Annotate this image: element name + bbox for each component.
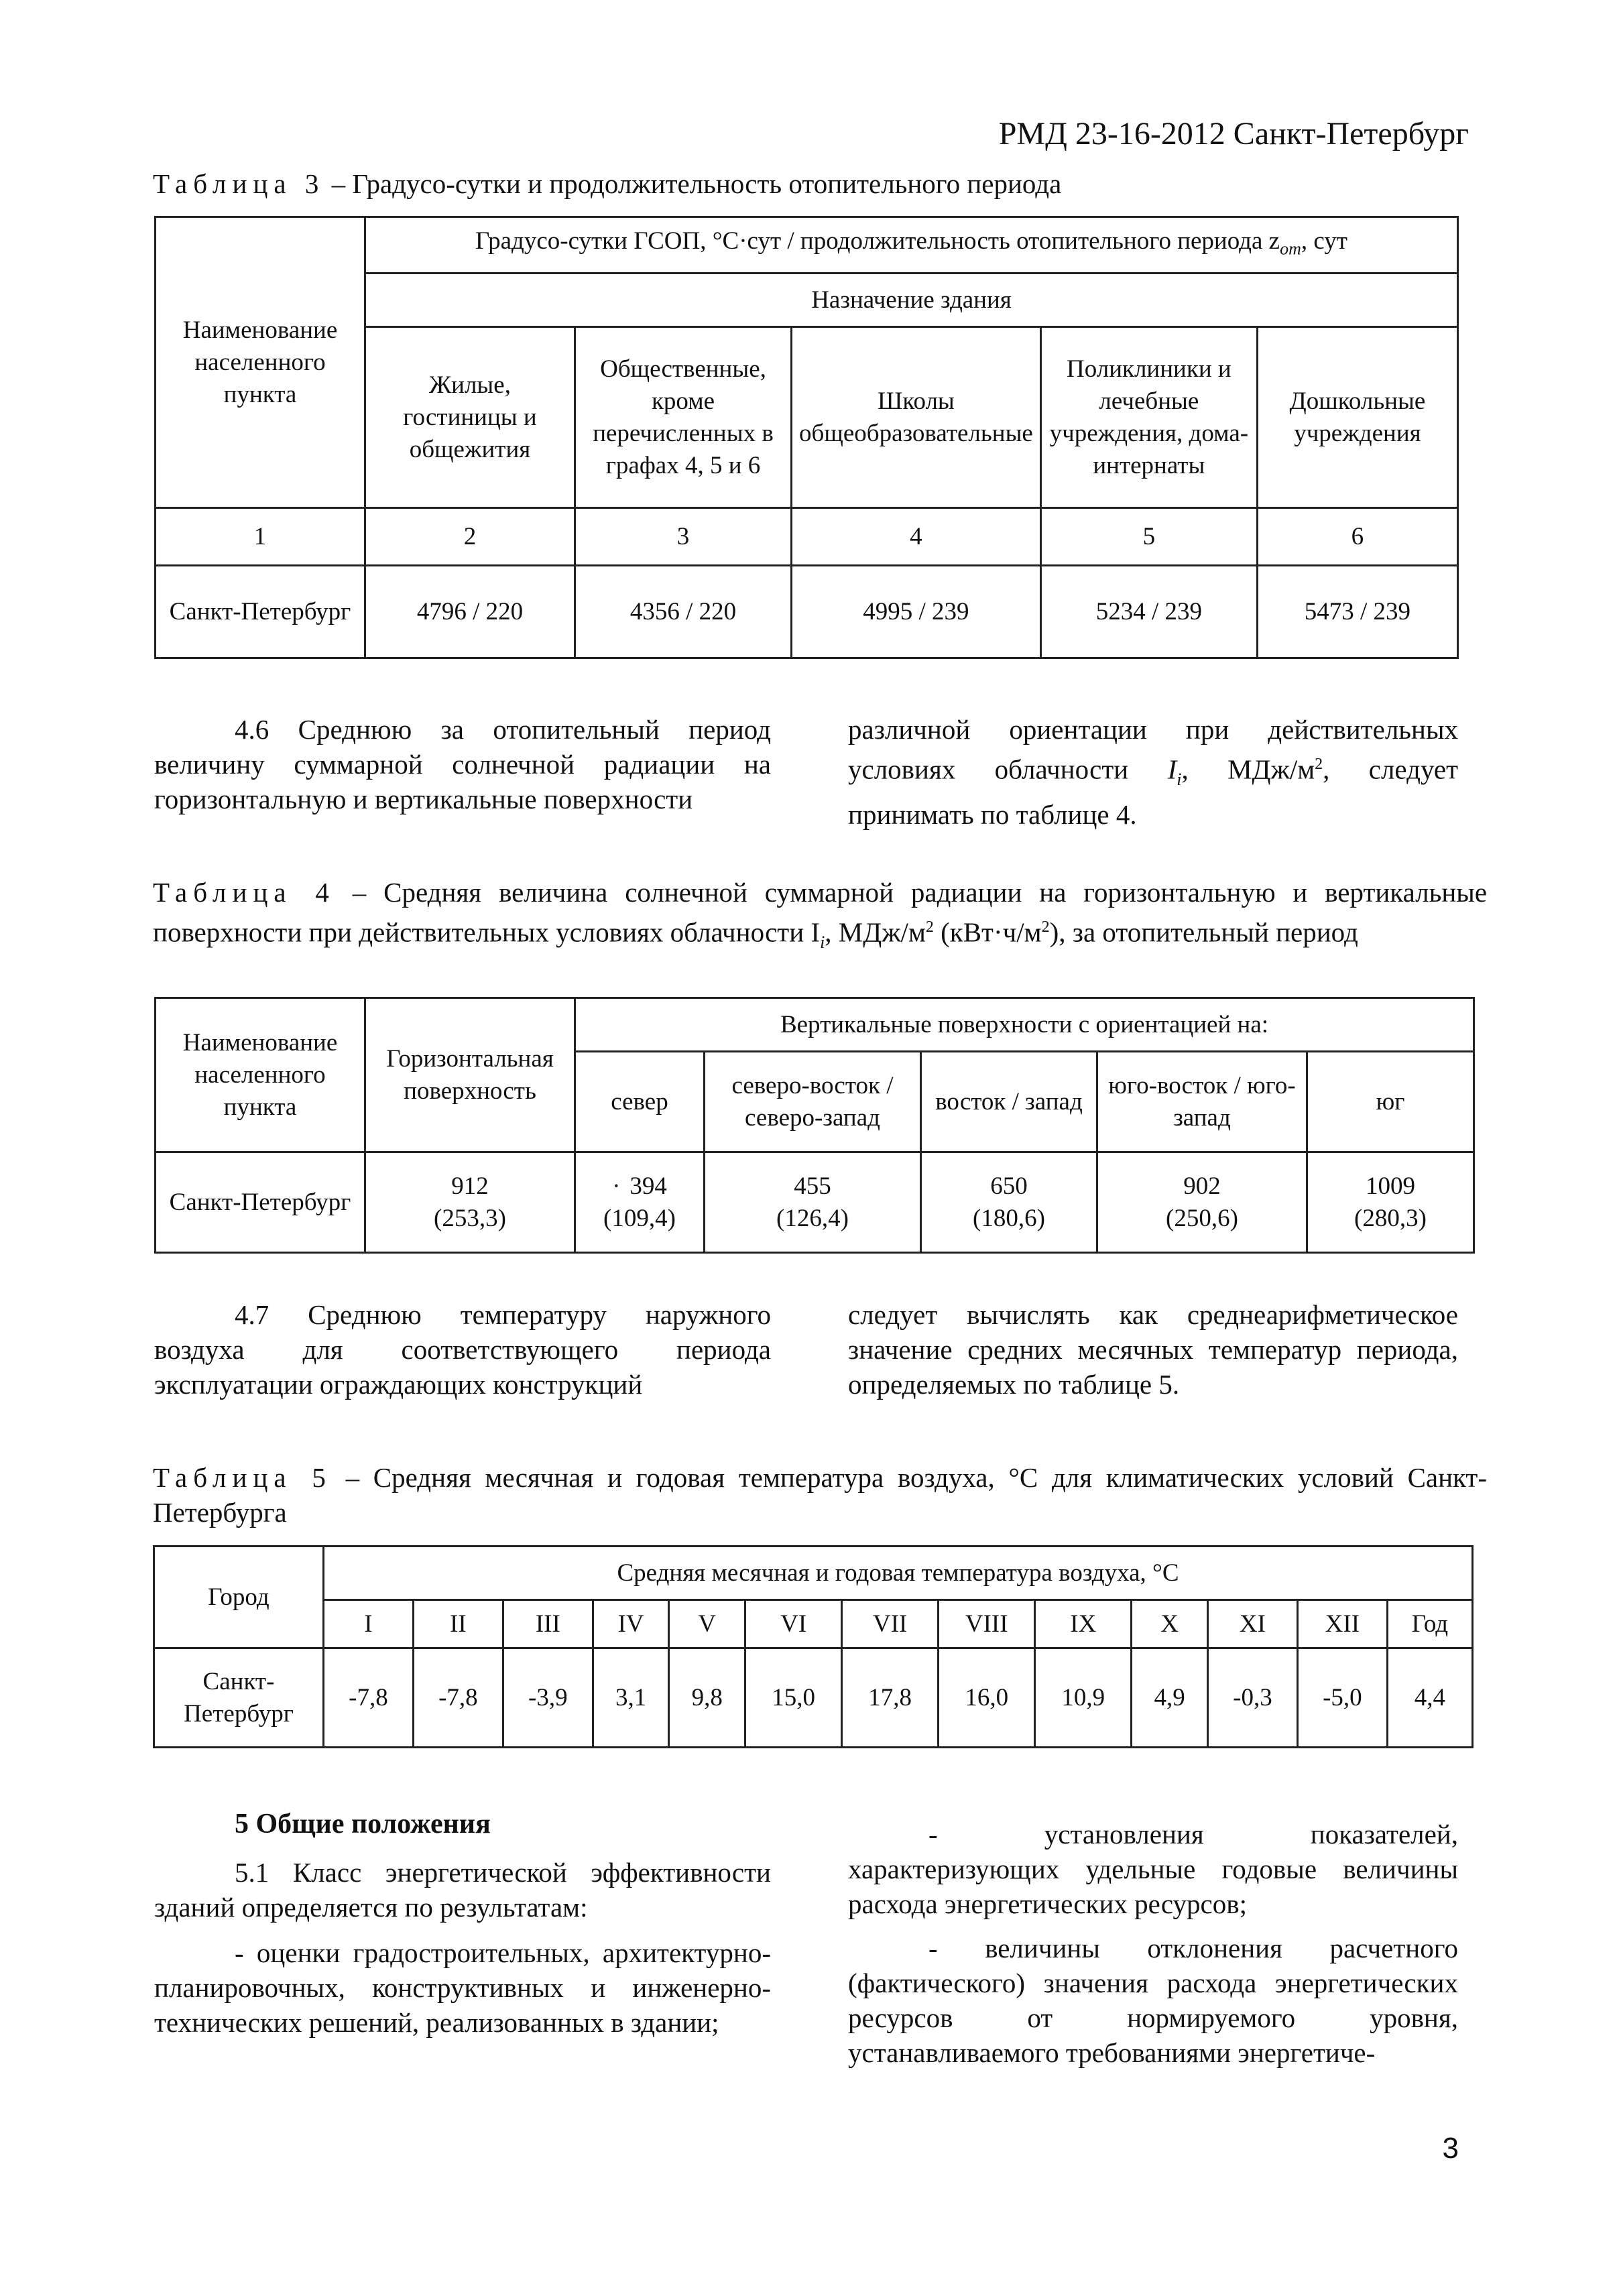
table5-cell: 4,4 bbox=[1387, 1648, 1472, 1748]
table5-month: III bbox=[503, 1600, 593, 1648]
table-row bbox=[154, 1648, 1473, 1748]
table3-group-header: Градусо-сутки ГСОП, °С·сут / продолжительность отопительного периода $z_{om}$, сут bbox=[365, 217, 1458, 274]
table5-cell: 4,9 bbox=[1132, 1648, 1208, 1748]
para-4-7-right: следует вычислять как среднеарифметическое значение средних месячных температур периода, определяемых по таблице 5. bbox=[848, 1299, 1458, 1400]
table3-cell: 4356 / 220 bbox=[575, 566, 792, 658]
para-5-1-item-1: - оценки градостроительных, архитектурно-планировочных, конструктивных и инженерно-технических решений, реализованных в здании; bbox=[154, 1937, 771, 2038]
table4-group-header: Вертикальные поверхности с ориентацией на: bbox=[575, 998, 1474, 1052]
table3-col-header: Жилые, гостиницы и общежития bbox=[365, 327, 575, 508]
table3-col-header: Школы общеобразовательные bbox=[792, 327, 1041, 508]
table5-cell: 9,8 bbox=[669, 1648, 745, 1748]
para-5-1-item-3: - величины отклонения расчетного (фактического) значения расхода энергетических ресурсов от нормируемого уровня, устанавливаемого требованиями энергетиче- bbox=[848, 1933, 1458, 2068]
table3-col-header: Поликлиники и лечебные учреждения, дома-интернаты bbox=[1040, 327, 1257, 508]
para-4-6-right: различной ориентации при действительных условиях облачности $I_i$, МДж/$м^2$, следует принимать по таблице 4. bbox=[848, 714, 1459, 830]
table5-cell: -7,8 bbox=[324, 1648, 414, 1748]
table3-cell: 4796 / 220 bbox=[365, 566, 575, 658]
table3 bbox=[154, 216, 1459, 659]
para-5-1: 5.1 Класс энергетической эффективности зданий определяется по результатам: bbox=[154, 1857, 771, 1923]
table5-cell: -7,8 bbox=[413, 1648, 503, 1748]
para-4-6-left: 4.6 Среднюю за отопительный период величину суммарной солнечной радиации на горизонтальную и вертикальные поверхности bbox=[154, 714, 771, 814]
table3-col-number: 6 bbox=[1257, 508, 1457, 566]
table4-cell: 455 (126,4) bbox=[705, 1152, 921, 1253]
table5-month: V bbox=[669, 1600, 745, 1648]
table4-dir-header: северо-восток / северо-запад bbox=[705, 1052, 921, 1152]
table5-month: VIII bbox=[939, 1600, 1035, 1648]
table3-col-number: 1 bbox=[156, 508, 365, 566]
table5-cell: -3,9 bbox=[503, 1648, 593, 1748]
table3-cell: 4995 / 239 bbox=[792, 566, 1041, 658]
table5-cell: 10,9 bbox=[1035, 1648, 1132, 1748]
table3-col-number: 5 bbox=[1040, 508, 1257, 566]
table5-cell: 17,8 bbox=[842, 1648, 939, 1748]
table3-col-header: Общественные, кроме перечисленных в графах 4, 5 и 6 bbox=[575, 327, 792, 508]
table5-col1-header: Город bbox=[154, 1547, 324, 1648]
table5 bbox=[153, 1545, 1474, 1748]
table4-cell: 912 (253,3) bbox=[365, 1152, 575, 1253]
table3-cell: Санкт-Петербург bbox=[156, 566, 365, 658]
table3-purpose-header: Назначение здания bbox=[365, 274, 1458, 327]
table5-month: XII bbox=[1297, 1600, 1387, 1648]
table5-month: X bbox=[1132, 1600, 1208, 1648]
para-5-1-item-2: - установления показателей, характеризующих удельные годовые величины расхода энергетических ресурсов; bbox=[848, 1819, 1458, 1919]
table5-month: IV bbox=[593, 1600, 669, 1648]
table4-caption: Таблица 4 – Средняя величина солнечной суммарной радиации на горизонтальную и вертикальные поверхности при действительных условиях облачности $I_i$, МДж/$м^2$ $(кВт\cdot ч/м^2)$, за отопительный период bbox=[153, 877, 1488, 952]
section5-right bbox=[848, 1817, 1458, 2070]
table-row bbox=[156, 1152, 1474, 1253]
table4-col2-header: Горизонтальная поверхность bbox=[365, 998, 575, 1152]
table4-dir-header: юг bbox=[1307, 1052, 1474, 1152]
table4-cell: 902 (250,6) bbox=[1097, 1152, 1307, 1253]
table4 bbox=[154, 997, 1475, 1254]
table5-cell: 15,0 bbox=[745, 1648, 842, 1748]
section5-title: 5 Общие положения bbox=[235, 1809, 491, 1839]
table4-dir-header: юго-восток / юго-запад bbox=[1097, 1052, 1307, 1152]
table5-group-header: Средняя месячная и годовая температура воздуха, °С bbox=[324, 1547, 1473, 1600]
table5-cell: 3,1 bbox=[593, 1648, 669, 1748]
table5-month: I bbox=[324, 1600, 414, 1648]
table3-col-header: Дошкольные учреждения bbox=[1257, 327, 1457, 508]
table5-month: II bbox=[413, 1600, 503, 1648]
table-row bbox=[156, 566, 1458, 658]
table4-cell: 650 (180,6) bbox=[921, 1152, 1097, 1253]
table5-cell: 16,0 bbox=[939, 1648, 1035, 1748]
table4-cell: · 394 (109,4) bbox=[575, 1152, 705, 1253]
table3-caption bbox=[153, 166, 1487, 201]
section5-left bbox=[154, 1807, 771, 2040]
table4-cell: 1009 (280,3) bbox=[1307, 1152, 1474, 1253]
page-number: 3 bbox=[1442, 2132, 1459, 2165]
table3-cell: 5234 / 239 bbox=[1040, 566, 1257, 658]
table4-row-name: Санкт-Петербург bbox=[156, 1152, 365, 1253]
table3-col1-header: Наименование населенного пункта bbox=[156, 217, 365, 508]
document-header: РМД 23-16-2012 Санкт-Петербург bbox=[998, 116, 1469, 152]
table5-months-row bbox=[154, 1600, 1473, 1648]
table3-cell: 5473 / 239 bbox=[1257, 566, 1457, 658]
table5-month: Год bbox=[1387, 1600, 1472, 1648]
table3-col-number: 2 bbox=[365, 508, 575, 566]
table5-cell: -5,0 bbox=[1297, 1648, 1387, 1748]
table5-month: IX bbox=[1035, 1600, 1132, 1648]
table5-month: VI bbox=[745, 1600, 842, 1648]
table3-col-number: 4 bbox=[792, 508, 1041, 566]
para-4-7-left: 4.7 Среднюю температуру наружного воздуха для соответствующего периода эксплуатации ограждающих конструкций bbox=[154, 1299, 771, 1400]
table4-col1-header: Наименование населенного пункта bbox=[156, 998, 365, 1152]
table5-row-name: Санкт-Петербург bbox=[154, 1648, 324, 1748]
table3-col-number: 3 bbox=[575, 508, 792, 566]
table4-dir-header: восток / запад bbox=[921, 1052, 1097, 1152]
table5-cell: -0,3 bbox=[1207, 1648, 1297, 1748]
table5-month: XI bbox=[1207, 1600, 1297, 1648]
table4-dir-header: север bbox=[575, 1052, 705, 1152]
table5-caption: Таблица 5 – Средняя месячная и годовая температура воздуха, °С для климатических условий Санкт-Петербурга bbox=[153, 1462, 1488, 1528]
table3-caption-label: Таблица 3 bbox=[153, 168, 325, 199]
table3-caption-text: – Градусо-сутки и продолжительность отопительного периода bbox=[331, 168, 1062, 199]
table5-month: VII bbox=[842, 1600, 939, 1648]
